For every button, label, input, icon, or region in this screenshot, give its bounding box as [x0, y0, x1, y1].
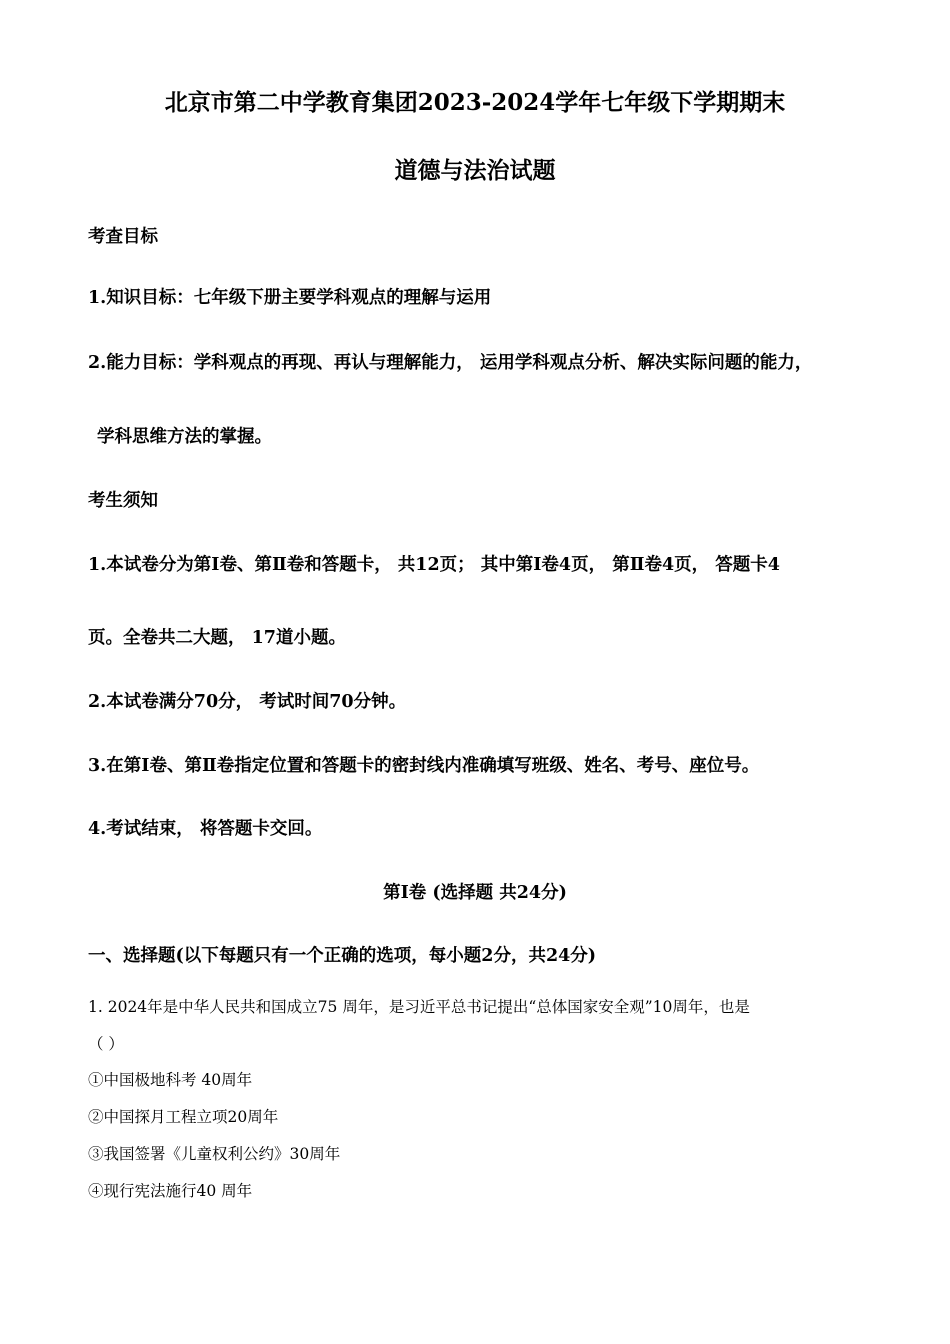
instruction-3: 3.在第Ⅰ卷、第Ⅱ卷指定位置和答题卡的密封线内准确填写班级、姓名、考号、座位号。	[88, 756, 760, 776]
instruction-2: 2.本试卷满分70分， 考试时间70分钟。	[88, 692, 407, 712]
objective-ability-line2: 学科思维方法的掌握。	[97, 427, 272, 447]
instruction-4: 4.考试结束， 将答题卡交回。	[88, 819, 323, 839]
exam-title-line2: 道德与法治试题	[394, 157, 556, 184]
part-title: 一、选择题(以下每题只有一个正确的选项，每小题2分，共24分)	[88, 946, 597, 966]
objective-ability-line1: 2.能力目标：学科观点的再现、再认与理解能力， 运用学科观点分析、解决实际问题的能力，	[88, 353, 813, 373]
question-1-option: ②中国探月工程立项20周年	[88, 1108, 279, 1126]
question-1-option: ④现行宪法施行40 周年	[88, 1182, 253, 1200]
objectives-heading: 考查目标	[88, 227, 158, 247]
question-1-answer-blank: （ ）	[88, 1035, 124, 1053]
exam-title-line1: 北京市第二中学教育集团2023-2024学年七年级下学期期末	[164, 89, 786, 116]
instructions-heading: 考生须知	[88, 491, 158, 511]
instruction-1-line1: 1.本试卷分为第Ⅰ卷、第Ⅱ卷和答题卡， 共12页； 其中第Ⅰ卷4页， 第Ⅱ卷4页， 答题卡4	[88, 555, 780, 575]
question-1-option: ③我国签署《儿童权利公约》30周年	[88, 1145, 341, 1163]
objective-knowledge: 1.知识目标：七年级下册主要学科观点的理解与运用	[88, 288, 492, 308]
question-1-stem: 1. 2024年是中华人民共和国成立75 周年，是习近平总书记提出“总体国家安全观”10周年，也是	[88, 998, 750, 1016]
question-1-option: ①中国极地科考 40周年	[88, 1071, 253, 1089]
volume-title: 第Ⅰ卷 (选择题 共24分)	[383, 883, 567, 903]
instruction-1-line2: 页。全卷共二大题， 17道小题。	[88, 628, 346, 648]
